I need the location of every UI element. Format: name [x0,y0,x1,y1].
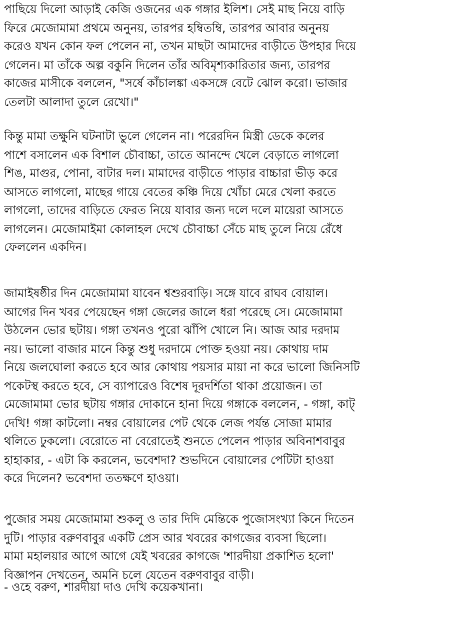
text-line: নিয়ে জলঘোলা করতে হবে আর কোথায় পয়সার মায়া না করে ভালো জিনিসটি [4,360,360,374]
paragraph-5 [4,578,203,597]
text-line: দেখি! গঙ্গা কাটলো। নম্বর বোয়ালের পেট থেকে লেজ পর্যন্ত সোজা মামার [4,415,332,430]
paragraph-3 [4,284,360,488]
text-line: পাশে বসালেন এক বিশাল চৌবাচ্চা, তাতে আনন্দে খেলে বেড়াতে লাগলো [4,147,339,162]
text-line: পাছিয়ে দিলো আড়াই কেজি ওজনের এক গঙ্গার ইলিশ। সেই মাছ নিয়ে বাড়ি [4,2,345,16]
text-line: কিন্তু মামা তক্ষুনি ঘটনাটা ভুলে গেলেন না। পরেরদিন মিস্ত্রী ডেকে কলের [4,129,325,143]
paragraph-1 [4,0,356,111]
text-line: হাহাকার, - এটা কি করলেন, ভবেশদা? শুভদিনে বোয়ালের পেটিটা হাওয়া [4,452,334,467]
paragraph-4 [4,510,354,584]
text-line: মামা মহালয়ার আগে আগে যেই খবরের কাগজে 'শারদীয়া প্রকাশিত হলো' [4,549,335,563]
text-line: ফেললেন একদিন। [4,240,87,254]
text-line: কাজের মাসীকে বললেন, "সর্ষে কাঁচালঙ্কা একসঙ্গে বেটে ঝোল করো। ভাজার [4,76,348,90]
text-line: পকেটস্থ করতে হবে, সে ব্যাপারেও বিশেষ দূরদর্শিতা থাকা প্রয়োজন। তা [4,378,323,393]
text-line: - ওহে বরুণ, শারদীয়া দাও দেখি কয়েকখানা। [4,580,204,594]
text-line: লাগলেন। মেজোমাইমা কোলাহল দেখে চৌবাচ্চা সেঁচে মাছ তুলে নিয়ে রেঁধে [4,221,343,236]
text-line: জামাইষষ্ঠীর দিন মেজোমামা যাবেন শ্বশুরবাড়ি। সঙ্গে যাবে রাঘব বোয়াল। [4,286,329,300]
text-line: আগের দিন খবর পেয়েছেন গঙ্গা জেলের জালে ধরা পরেছে সে। মেজোমামা [4,304,343,319]
text-line: লাগলো, তাদের বাড়িতে ফেরত নিয়ে যাবার জন্য দলে দলে মায়েরা আসতে [4,203,344,217]
text-line: তেলটা আলাদা তুলে রেখো।" [4,94,139,109]
text-line: দুটি। পাড়ার বরুণবাবুর একটি প্রেস আর খবরের কাগজের ব্যবসা ছিলো। [4,530,327,545]
paragraph-2 [4,127,343,257]
text-line: পুজোর সময় মেজোমামা শুকলু ও তার দিদি মেন্তিকে পুজোসংখ্যা কিনে দিতেন [4,512,355,526]
document-page [4,0,454,619]
text-line: গেলেন। মা তাঁকে অল্প বকুনি দিলেন তাঁর অবিমৃশ্যকারিতার জন্য, তারপর [4,57,331,72]
text-line: বিজ্ঞাপন দেখতেন, অমনি চলে যেতেন বরুণবাবুর বাড়ী। [4,567,254,582]
text-line: করেও যখন কোন ফল পেলেন না, তখন মাছটা আমাদের বাড়ীতে উপহার দিয়ে [4,39,357,53]
text-line: থলিতে ঢুকলো। বেরোতে না বেরোতেই শুনতে পেলেন পাড়ার অবিনাশবাবুর [4,434,346,448]
text-line: করে দিলেন? ভবেশদা ততক্ষণে হাওয়া। [4,471,180,485]
text-line: মেজোমামা ভোর ছটায় গঙ্গার দোকানে হানা দিয়ে গঙ্গাকে বললেন, - গঙ্গা, কাট্ [4,397,356,411]
text-line: নয়। ভালো বাজার মানে কিন্তু শুধু দরদামে পোক্ত হওয়া নয়। কোথায় দাম [4,341,329,356]
text-line: আসতে লাগলো, মাছের গায়ে বেতের কঞ্চি দিয়ে খোঁচা মেরে খেলা করতে [4,184,336,199]
text-line: ফিরে মেজোমামা প্রথমে অনুনয়, তারপর হম্বিতম্বি, তারপর আবার অনুনয় [4,20,330,35]
text-line: উঠলেন ভোর ছটায়। গঙ্গা তখনও পুরো ঝাঁপি খোলে নি। আজ আর দরদাম [4,323,340,337]
text-line: শিঙ, মাগুর, পোনা, বাটার দল। মামাদের বাড়ীতে পাড়ার বাচ্চারা ভীড় করে [4,166,338,180]
